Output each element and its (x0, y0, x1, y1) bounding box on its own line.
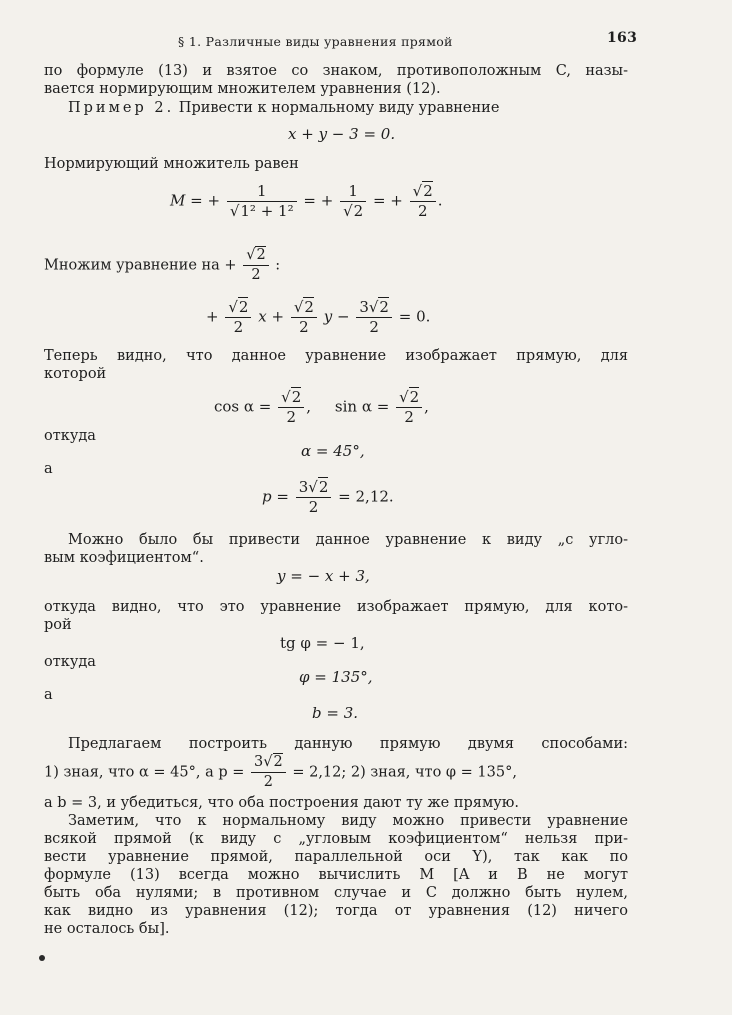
example-text: Привести к нормальному виду уравнение (174, 100, 500, 116)
text-line: а (44, 461, 53, 477)
text-line: откуда видно, что это уравнение изображает прямую, для кото- (44, 599, 628, 615)
radical-sign: √ (343, 202, 353, 220)
eq-lhs: cos α = (214, 397, 272, 416)
denominator (340, 202, 366, 221)
radicand: 2 (423, 182, 433, 200)
denominator: 2 (263, 774, 273, 790)
eq-operator: + (206, 307, 219, 326)
radicand: 2 (353, 202, 364, 220)
fraction (278, 388, 304, 427)
text-line: а (44, 687, 53, 703)
equation (301, 442, 365, 460)
text-line: как видно из уравнения (12); тогда от уравнения (12) ничего (44, 903, 628, 919)
eq-operator: = + (372, 191, 403, 210)
radical-sign: √ (229, 202, 240, 220)
text-line: откуда (44, 428, 96, 444)
denominator (227, 202, 297, 221)
equation-text: x + y − 3 = 0. (288, 125, 396, 143)
numerator: 3√2 (251, 753, 286, 773)
radicand: 2 (291, 388, 302, 406)
denominator: 2 (251, 267, 261, 283)
numerator (243, 246, 268, 266)
radicand: 2 (379, 298, 389, 316)
denominator: 2 (417, 202, 428, 220)
radicand: 2 (238, 298, 249, 316)
denominator: 2 (369, 318, 379, 336)
eq-rhs: = 2,12. (338, 487, 394, 506)
text-line: а b = 3, и убедиться, что оба построения дают ту же прямую. (44, 795, 519, 811)
fraction (396, 388, 422, 427)
equation-text: tg φ = − 1, (280, 634, 365, 652)
text-line: которой (44, 366, 107, 382)
numerator: √2 (396, 388, 422, 408)
text-fragment: Множим уравнение на + (44, 257, 237, 274)
numerator: √2 (225, 298, 251, 318)
colon: : (275, 257, 281, 274)
denominator: 2 (299, 318, 309, 336)
text-line: откуда (44, 654, 96, 670)
numerator: √2 (291, 298, 317, 318)
numerator (410, 182, 436, 202)
radicand: 2 (256, 247, 266, 263)
fraction (356, 298, 392, 337)
text-line: по формуле (13) и взятое со знаком, противоположным C, назы- (44, 63, 628, 79)
text-line: формуле (13) всегда можно вычислить M [A и B не могут (44, 867, 628, 883)
eq-end: = 0. (398, 307, 431, 326)
radicand: 2 (273, 754, 283, 770)
numerator: √2 (278, 388, 304, 408)
separator: , (306, 397, 312, 416)
fraction (251, 753, 286, 792)
text-line: Нормирующий множитель равен (44, 156, 299, 172)
running-header (0, 30, 732, 52)
text-with-fraction (44, 753, 517, 792)
text-line: рой (44, 617, 72, 633)
text-line: всякой прямой (к виду с „угловым коэфициентом“ нельзя при- (44, 831, 628, 847)
eq-operator: = + (303, 191, 334, 210)
coefficient: 3 (359, 298, 369, 316)
fraction (291, 298, 317, 337)
fraction (243, 246, 268, 285)
radical-sign: √ (246, 247, 256, 263)
fraction (227, 182, 297, 221)
radicand: 1² + 1² (240, 202, 294, 220)
ink-spot (39, 955, 45, 961)
numerator: 1 (340, 182, 366, 202)
equation (299, 668, 373, 686)
eq-variable: x + (258, 307, 285, 326)
equation-text: α = 45°, (301, 442, 365, 460)
fraction (225, 298, 251, 337)
fraction (340, 182, 366, 221)
eq-lhs: sin α = (334, 397, 390, 416)
text-with-fraction (44, 246, 280, 285)
text-line: Предлагаем построить данную прямую двумя способами: (68, 736, 628, 752)
equation-p (262, 478, 394, 517)
example-label: Пример 2. (68, 100, 175, 116)
text-line: Можно было бы привести данное уравнение к виду „с угло- (68, 532, 628, 548)
text-line: не осталось бы]. (44, 921, 170, 937)
text-line: Заметим, что к нормальному виду можно привести уравнение (68, 813, 628, 829)
equation-text: y = − x + 3, (277, 567, 370, 585)
radicand: 2 (409, 388, 420, 406)
eq-variable: y − (323, 307, 350, 326)
equation-normalizing-factor (170, 182, 443, 221)
text-line: вым коэфициентом“. (44, 550, 204, 566)
text-fragment: 1) зная, что α = 45°, а p = (44, 764, 245, 781)
fraction (296, 478, 332, 517)
page-number: 163 (607, 30, 638, 46)
radicand: 2 (304, 298, 314, 316)
fraction (410, 182, 436, 221)
header-title: § 1. Различные виды уравнения прямой (178, 34, 453, 49)
example-heading (68, 99, 499, 117)
text-line: Теперь видно, что данное уравнение изображает прямую, для (44, 348, 628, 364)
equation (277, 567, 370, 585)
radical-sign: √ (412, 182, 423, 200)
equation-text: φ = 135°, (299, 668, 373, 686)
equation (280, 634, 365, 652)
text-line: вается нормирующим множителем уравнения (12). (44, 81, 441, 97)
denominator: 2 (286, 408, 296, 426)
equation-text: b = 3. (312, 704, 359, 722)
coefficient: 3 (298, 478, 309, 496)
eq-lhs: M = + (170, 191, 221, 210)
text-line: быть оба нулями; в противном случае и C должно быть нулем, (44, 885, 628, 901)
denominator: 2 (404, 408, 414, 426)
numerator: 3√2 (296, 478, 332, 498)
numerator: 1 (227, 182, 297, 202)
equation-normal-form (206, 298, 430, 337)
eq-lhs: p = (262, 487, 289, 506)
denominator: 2 (233, 318, 244, 336)
denominator: 2 (308, 498, 319, 516)
eq-end: , (424, 397, 429, 416)
radicand: 2 (318, 478, 329, 496)
text-fragment: = 2,12; 2) зная, что φ = 135°, (292, 764, 517, 781)
text-line: вести уравнение прямой, параллельной оси Y), так как по (44, 849, 628, 865)
equation (312, 704, 358, 722)
equation (288, 125, 395, 143)
equation-cos-sin (214, 388, 429, 427)
numerator: 3√2 (356, 298, 392, 318)
eq-end: . (437, 191, 443, 210)
coefficient: 3 (254, 754, 264, 770)
